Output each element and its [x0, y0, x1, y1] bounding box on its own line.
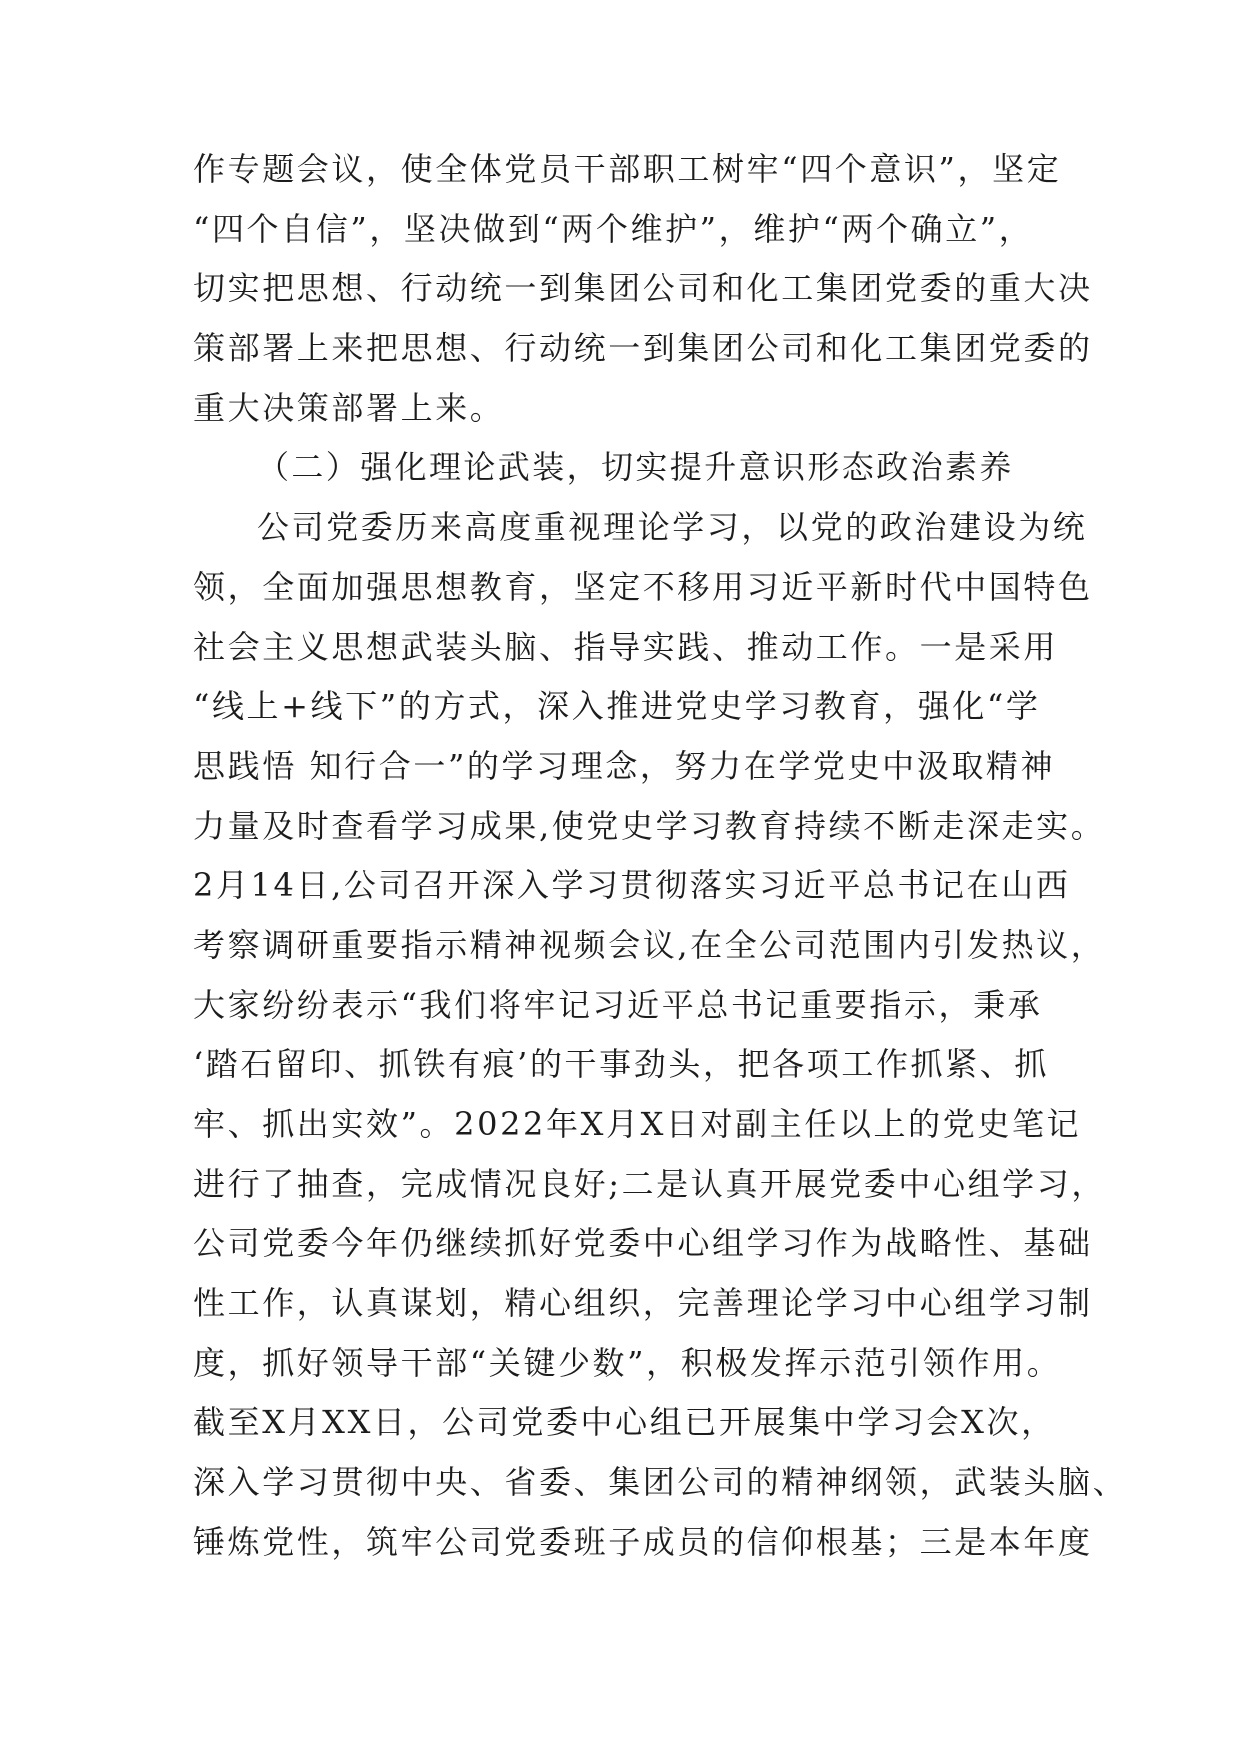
- body-line-12: 力量及时查看学习成果,使党史学习教育持续不断走深走实。: [193, 806, 1106, 845]
- body-line-22: 截至X月XX日，公司党委中心组已开展集中学习会X次，: [193, 1403, 1056, 1442]
- body-line-1: 作专题会议，使全体党员干部职工树牢“四个意识”，坚定: [193, 150, 1062, 188]
- body-line-5: 重大决策部署上来。: [193, 388, 505, 427]
- body-line-10: “线上+线下”的方式，深入推进党史学习教育，强化“学: [193, 687, 1041, 726]
- document-body: [193, 140, 1128, 1573]
- body-line-13: 2月14日,公司召开深入学习贯彻落实习近平总书记在山西: [193, 866, 1071, 905]
- body-line-20: 性工作，认真谋划，精心组织，完善理论学习中心组学习制: [193, 1284, 1093, 1323]
- body-line-23: 深入学习贯彻中央、省委、集团公司的精神纲领，武装头脑、: [193, 1463, 1128, 1502]
- body-line-15: 大家纷纷表示“我们将牢记习近平总书记重要指示，秉承: [193, 985, 1043, 1024]
- body-line-24: 锤炼党性，筑牢公司党委班子成员的信仰根基；三是本年度: [193, 1522, 1093, 1561]
- body-line-14: 考察调研重要指示精神视频会议,在全公司范围内引发热议，: [193, 925, 1106, 964]
- body-line-21: 度，抓好领导干部“关键少数”，积极发挥示范引领作用。: [193, 1343, 1062, 1382]
- body-line-2: “四个自信”，坚决做到“两个维护”，维护“两个确立”，: [193, 209, 1034, 248]
- body-line-8: 领，全面加强思想教育，坚定不移用习近平新时代中国特色: [193, 567, 1093, 606]
- body-line-9: 社会主义思想武装头脑、指导实践、推动工作。一是采用: [193, 627, 1059, 666]
- body-line-11: 思践悟 知行合一”的学习理念，努力在学党史中汲取精神: [193, 746, 1056, 785]
- paragraph-first-line: 公司党委历来高度重视理论学习，以党的政治建设为统: [257, 508, 1088, 547]
- section-heading: （二）强化理论武装，切实提升意识形态政治素养: [257, 448, 1014, 487]
- body-line-19: 公司党委今年仍继续抓好党委中心组学习作为战略性、基础: [193, 1224, 1093, 1263]
- body-line-3: 切实把思想、行动统一到集团公司和化工集团党委的重大决: [193, 269, 1093, 308]
- body-line-16: ‘踏石留印、抓铁有痕’的干事劲头，把各项工作抓紧、抓: [193, 1045, 1049, 1084]
- body-line-4: 策部署上来把思想、行动统一到集团公司和化工集团党委的: [193, 329, 1093, 368]
- body-line-18: 进行了抽查，完成情况良好;二是认真开展党委中心组学习，: [193, 1164, 1106, 1203]
- body-line-17: 牢、抓出实效”。2022年X月X日对副主任以上的党史笔记: [193, 1105, 1082, 1143]
